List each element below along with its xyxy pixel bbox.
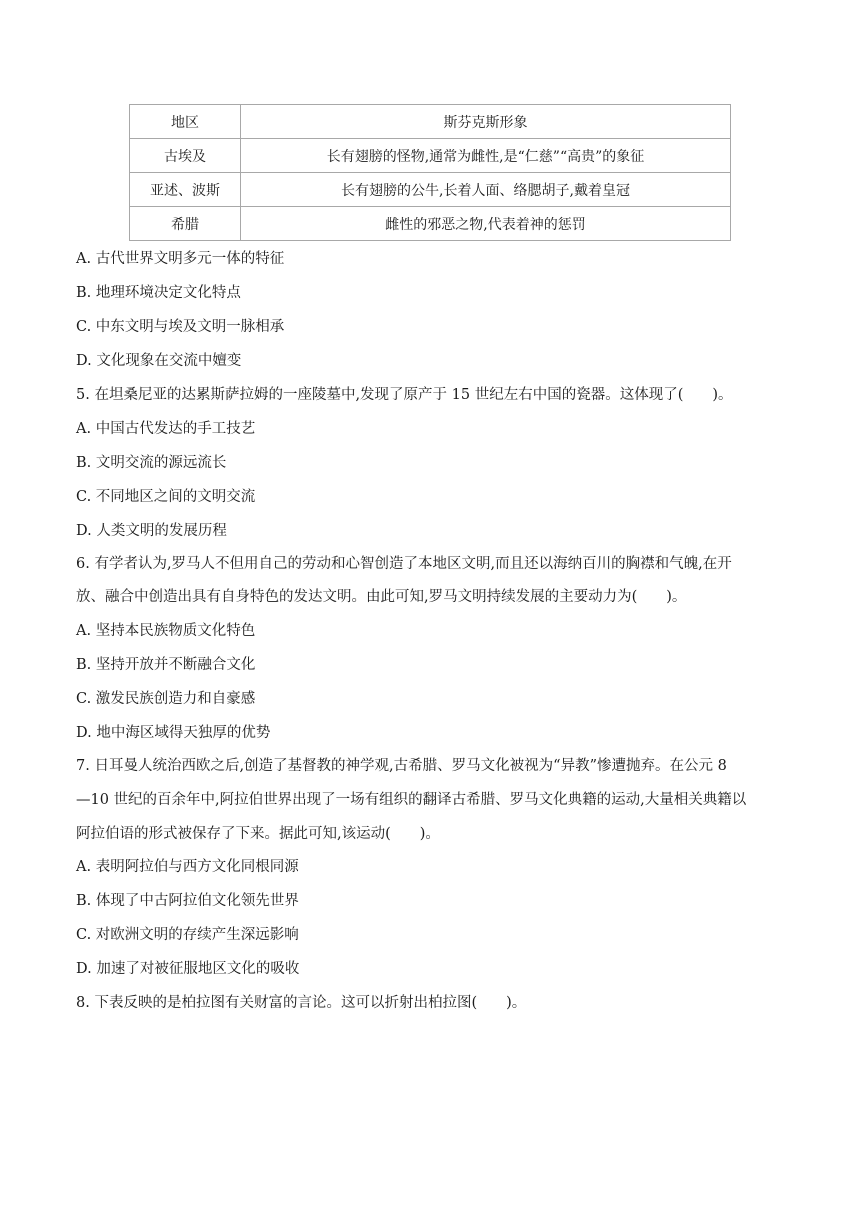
q7-option-d: D. 加速了对被征服地区文化的吸收 <box>76 961 300 977</box>
q7-option-c: C. 对欧洲文明的存续产生深远影响 <box>76 927 299 943</box>
table-row <box>130 207 731 241</box>
q4-option-c: C. 中东文明与埃及文明一脉相承 <box>76 319 285 335</box>
q5-option-d: D. 人类文明的发展历程 <box>76 523 227 539</box>
table-cell-region: 亚述、波斯 <box>130 173 241 207</box>
table-row <box>130 139 731 173</box>
q7-stem-line3: 阿拉伯语的形式被保存了下来。据此可知,该运动( )。 <box>76 826 440 842</box>
q7-option-b: B. 体现了中古阿拉伯文化领先世界 <box>76 893 299 909</box>
q8-stem: 8. 下表反映的是柏拉图有关财富的言论。这可以折射出柏拉图( )。 <box>76 995 527 1011</box>
table-row <box>130 173 731 207</box>
q6-stem-line2: 放、融合中创造出具有自身特色的发达文明。由此可知,罗马文明持续发展的主要动力为( )。 <box>76 589 687 605</box>
q6-option-b: B. 坚持开放并不断融合文化 <box>76 657 256 673</box>
q4-option-b: B. 地理环境决定文化特点 <box>76 285 241 301</box>
table-cell-image: 长有翅膀的公牛,长着人面、络腮胡子,戴着皇冠 <box>241 173 731 207</box>
q5-option-a: A. 中国古代发达的手工技艺 <box>76 421 256 437</box>
q5-stem: 5. 在坦桑尼亚的达累斯萨拉姆的一座陵墓中,发现了原产于 15 世纪左右中国的瓷器。这体现了( )。 <box>76 387 733 403</box>
q7-stem-line2: —10 世纪的百余年中,阿拉伯世界出现了一场有组织的翻译古希腊、罗马文化典籍的运动,大量相关典籍以 <box>76 792 747 808</box>
q4-option-a: A. 古代世界文明多元一体的特征 <box>76 251 285 267</box>
table-header-row <box>130 105 731 139</box>
table-header-cell: 斯芬克斯形象 <box>241 105 731 139</box>
q7-option-a: A. 表明阿拉伯与西方文化同根同源 <box>76 859 299 875</box>
q6-stem-line1: 6. 有学者认为,罗马人不但用自己的劳动和心智创造了本地区文明,而且还以海纳百川的胸襟和气魄,在开 <box>76 556 732 572</box>
q7-stem-line1: 7. 日耳曼人统治西欧之后,创造了基督教的神学观,古希腊、罗马文化被视为“异教”惨遭抛弃。在公元 8 <box>76 758 727 774</box>
q4-option-d: D. 文化现象在交流中嬗变 <box>76 353 242 369</box>
sphinx-table <box>129 104 731 241</box>
table-cell-image: 长有翅膀的怪物,通常为雌性,是“仁慈”“高贵”的象征 <box>241 139 731 173</box>
q6-option-c: C. 激发民族创造力和自豪感 <box>76 691 256 707</box>
table-cell-image: 雌性的邪恶之物,代表着神的惩罚 <box>241 207 731 241</box>
table-cell-region: 希腊 <box>130 207 241 241</box>
q5-option-c: C. 不同地区之间的文明交流 <box>76 489 256 505</box>
q6-option-d: D. 地中海区域得天独厚的优势 <box>76 725 271 741</box>
q5-option-b: B. 文明交流的源远流长 <box>76 455 227 471</box>
table-cell-region: 古埃及 <box>130 139 241 173</box>
table-header-cell: 地区 <box>130 105 241 139</box>
q6-option-a: A. 坚持本民族物质文化特色 <box>76 623 256 639</box>
